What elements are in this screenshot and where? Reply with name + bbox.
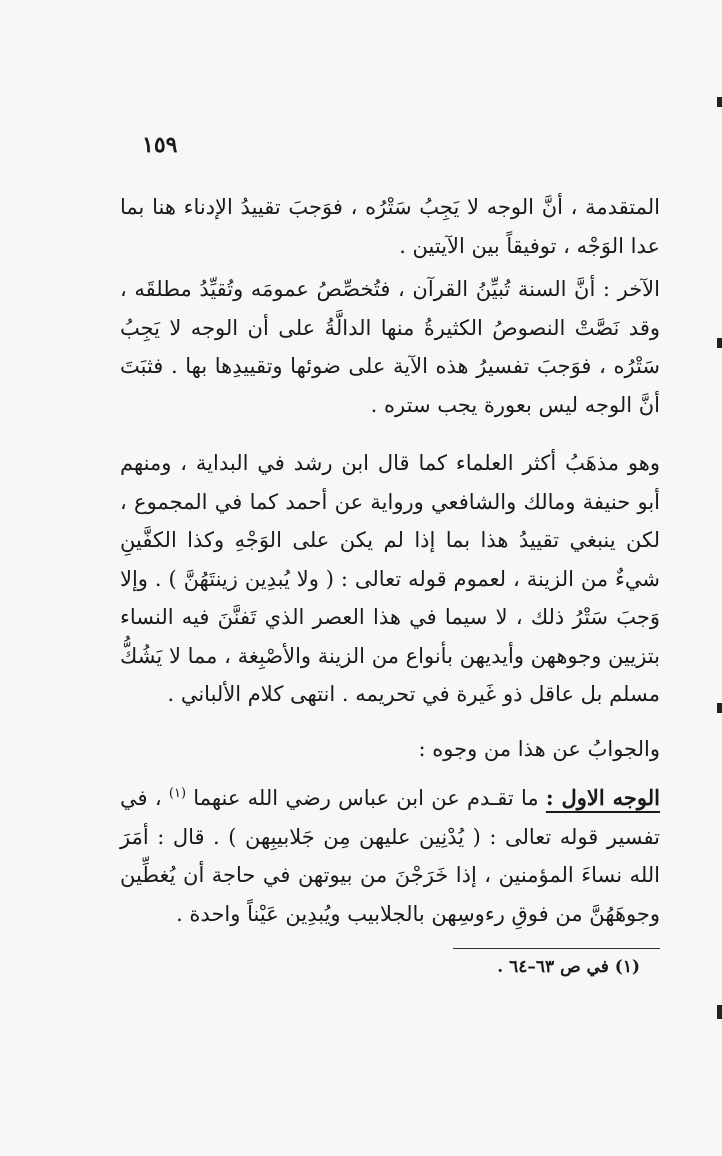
paragraph-text: المتقدمة ، أنَّ الوجه لا يَجِبُ سَتْرُه ، فوَجبَ تقييدُ الإدناء هنا بما عدا الوَجْه ، توفيقاً بين الآيتين .: [120, 195, 660, 258]
page-edge-mark: [717, 97, 722, 107]
page-edge-mark: [717, 703, 722, 713]
paragraph-3: [120, 444, 660, 714]
paragraph-1: [120, 188, 660, 265]
page-edge-mark: [717, 338, 722, 348]
footnote: (١) في ص ٦٣–٦٤ .: [497, 957, 640, 977]
paragraph-5: [120, 775, 660, 933]
page-edge-mark: [717, 1005, 722, 1019]
footnote-divider: [453, 948, 660, 949]
paragraph-text: [120, 775, 660, 933]
paragraph-text: الآخر : أنَّ السنة تُبيِّنُ القرآن ، فتُخصِّصُ عمومَه وتُقيِّدُ مطلقَه ، وقد نَصَّتْ النصوصُ الكثيرةُ منها الدالَّةُ على أن الوجه لا يَجِبُ سَتْرُه ، فوَجبَ تفسيرُ هذه الآية على ضوئها وتقييدِها بها . فثبَتَ أنَّ الوجه ليس بعورة يجب ستره .: [120, 277, 660, 417]
paragraph-text: والجوابُ عن هذا من وجوه :: [418, 737, 660, 761]
page-number: ١٥٩: [142, 132, 178, 158]
paragraph-2: [120, 270, 660, 424]
footnote-marker: (١): [168, 786, 187, 801]
paragraph-text-start: ما تقـدم عن ابن عباس رضي الله عنهما: [193, 786, 539, 810]
section-heading: الوجه الاول :: [545, 785, 660, 810]
paragraph-4: [120, 730, 660, 769]
paragraph-text: وهو مذهَبُ أكثر العلماء كما قال ابن رشد في البداية ، ومنهم أبو حنيفة ومالك والشافعي ورواية عن أحمد كما في المجموع ، لكن ينبغي تقييدُ هذا بما إذا لم يكن على الوَجْهِ وكذا الكفَّينِ شيءٌ من الزينة ، لعموم قوله تعالى : ( ولا يُبدِين زينتَهُنَّ ) . وإلا وَجبَ سَتْرُ ذلك ، لا سيما في هذا العصر الذي تَفنَّنَ فيه النساء بتزيين وجوههن وأيديهن بأنواع من الزينة والأصْبِغة ، مما لا يَشُكُّ مسلم بل عاقل ذو غَيرة في تحريمه . انتهى كلام الألباني .: [120, 451, 660, 706]
paragraph-text-rest: ، في تفسير قوله تعالى : ( يُدْنِين عليهن مِن جَلابيبِهن ) . قال : أمَرَ الله نساءَ المؤمنين ، إذا خَرَجْنَ من بيوتهن في حاجة أن يُغطِّين وجوهَهُنَّ من فوقِ رءوسِهن بالجلابيب ويُبدِين عَيْناً واحدة .: [120, 786, 660, 926]
